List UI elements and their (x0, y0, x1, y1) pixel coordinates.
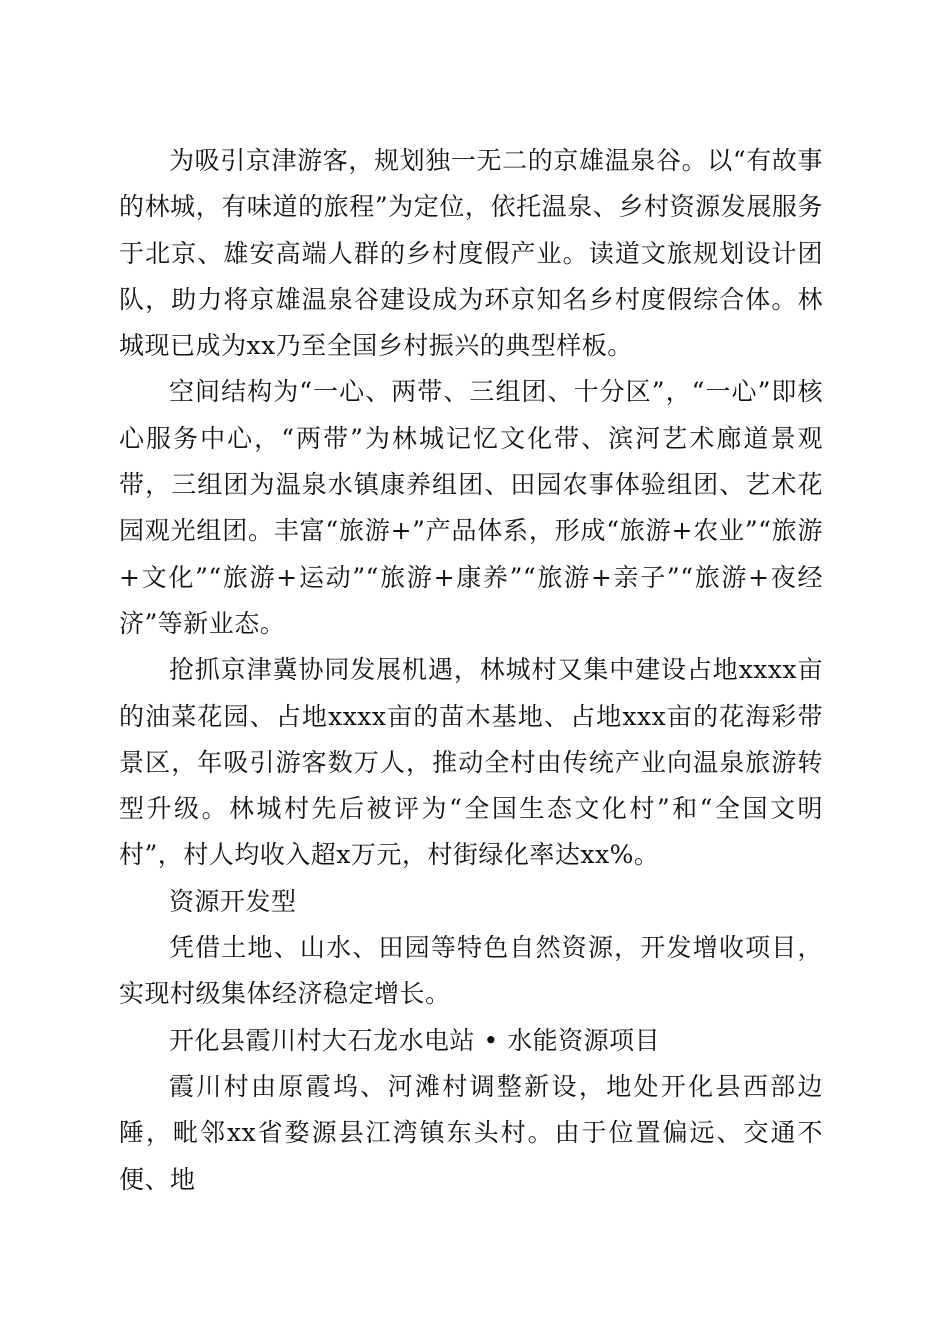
section-heading: 资源开发型 (169, 886, 297, 916)
document-body (119, 138, 823, 1203)
paragraph-development-opportunity: 抢抓京津冀协同发展机遇，林城村又集中建设占地xxxx亩的油菜花园、占地xxxx亩的苗木基地、占地xxx亩的花海彩带景区，年吸引游客数万人，推动全村由传统产业向温泉旅游转型升级。林城村先后被评为“全国生态文化村”和“全国文明村”，村人均收入超x万元，村街绿化率达xx%。 (119, 655, 823, 870)
paragraph-spatial-structure: 空间结构为“一心、两带、三组团、十分区”，“一心”即核心服务中心，“两带”为林城记忆文化带、滨河艺术廊道景观带，三组团为温泉水镇康养组团、田园农事体验组团、艺术花园观光组团。丰富“旅游+”产品体系，形成“旅游+农业”“旅游+文化”“旅游+运动”“旅游+康养”“旅游+亲子”“旅游+夜经济”等新业态。 (119, 377, 823, 638)
paragraph-case-description: 霞川村由原霞坞、河滩村调整新设，地处开化县西部边陲，毗邻xx省婺源县江湾镇东头村。由于位置偏远、交通不便、地 (119, 1071, 823, 1194)
paragraph-tourism-planning: 为吸引京津游客，规划独一无二的京雄温泉谷。以“有故事的林城，有味道的旅程”为定位，依托温泉、乡村资源发展服务于北京、雄安高端人群的乡村度假产业。读道文旅规划设计团队，助力将京雄温泉谷建设成为环京知名乡村度假综合体。林城现已成为xx乃至全国乡村振兴的典型样板。 (119, 146, 823, 361)
paragraph-section-intro: 凭借土地、山水、田园等特色自然资源，开发增收项目，实现村级集体经济稳定增长。 (119, 933, 823, 1009)
case-title: 开化县霞川村大石龙水电站 • 水能资源项目 (169, 1025, 661, 1055)
